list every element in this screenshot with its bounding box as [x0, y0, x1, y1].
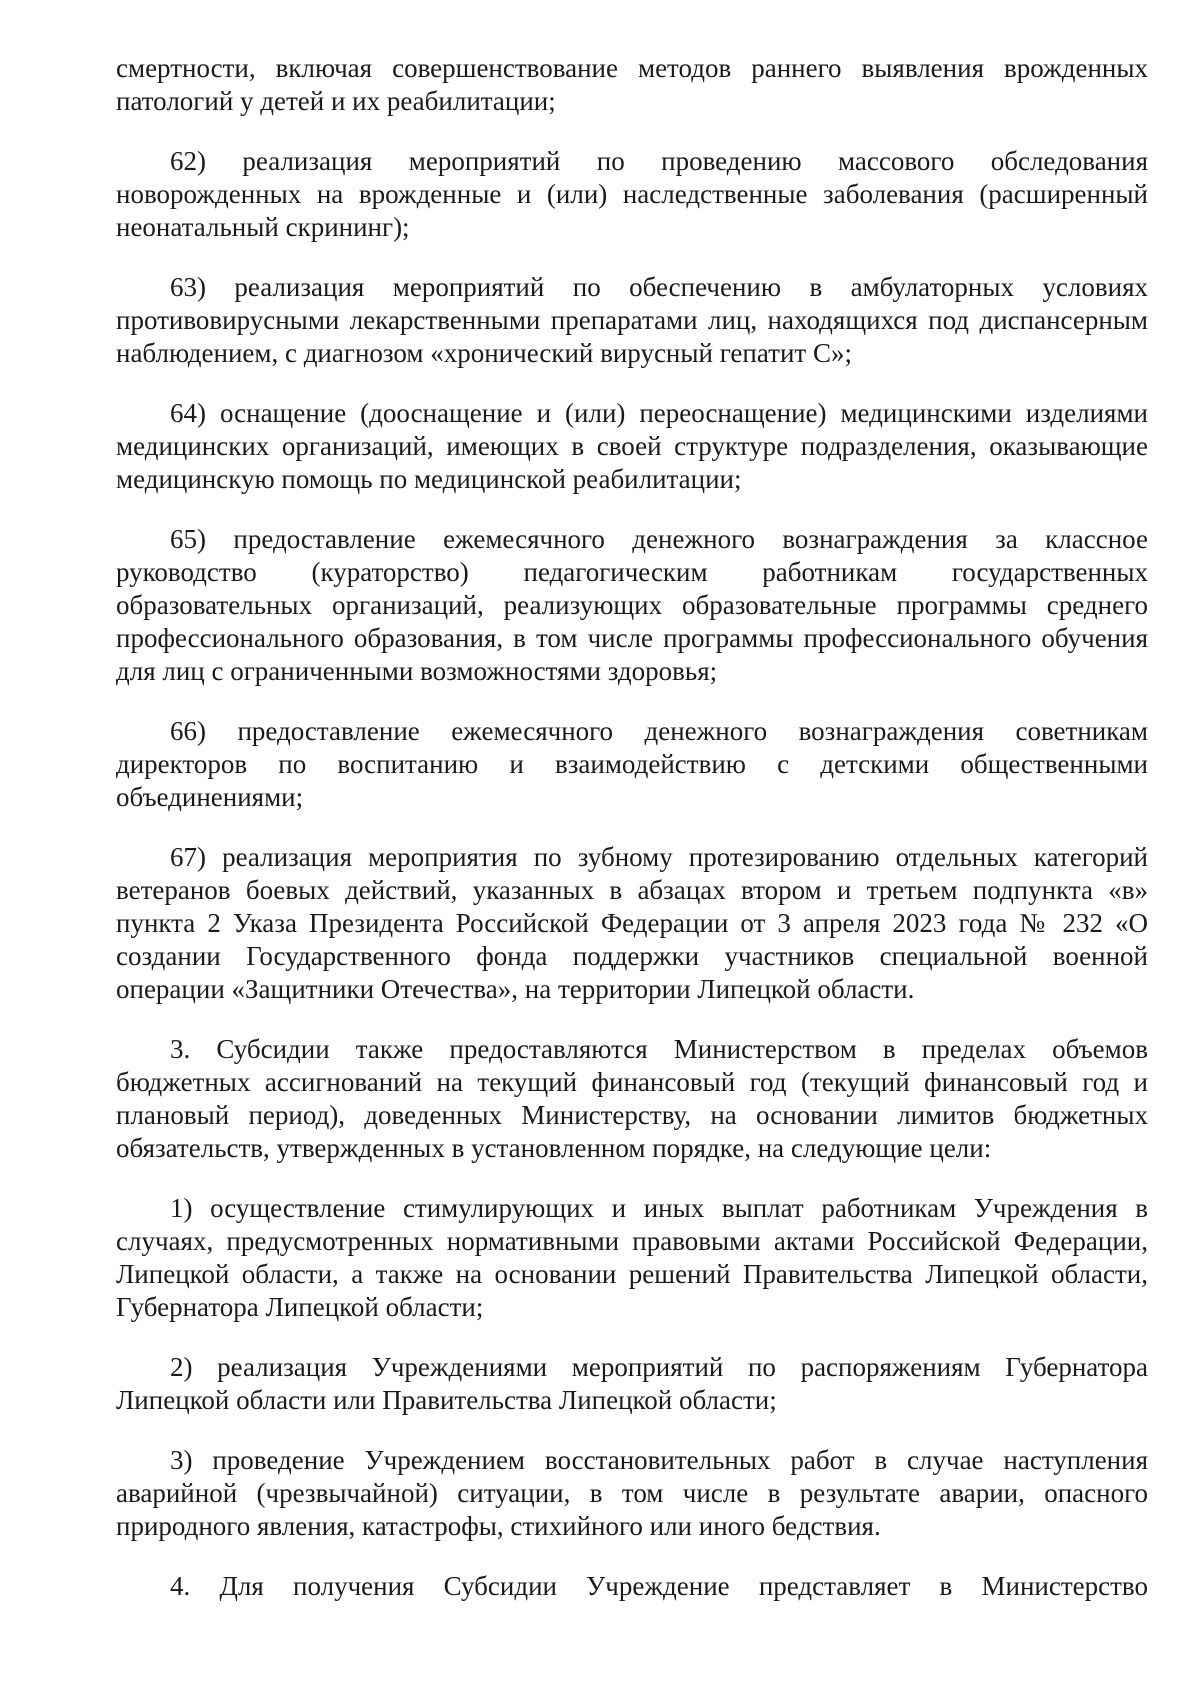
- paragraph-item-62: 62) реализация мероприятий по проведению массового обследования новорожденных на врожденные и (или) наследственные заболевания (расширенный неонатальный скрининг);: [116, 146, 1148, 242]
- paragraph-item-65: 65) предоставление ежемесячного денежного вознаграждения за классное руководство (кураторство) педагогическим работникам государственных образовательных организаций, реализующих образовательные программы среднего профессионального образования, в том числе программы профессионального обучения для лиц с ограниченными возможностями здоровья;: [116, 524, 1148, 686]
- paragraph-section-3-item-3: 3) проведение Учреждением восстановительных работ в случае наступления аварийной (чрезвычайной) ситуации, в том числе в результате аварии, опасного природного явления, катастрофы, стихийного или иного бедствия.: [116, 1445, 1148, 1541]
- paragraph-continuation-61: смертности, включая совершенствование методов раннего выявления врожденных патологий у детей и их реабилитации;: [116, 53, 1148, 116]
- paragraph-item-67: 67) реализация мероприятия по зубному протезированию отдельных категорий ветеранов боевых действий, указанных в абзацах втором и третьем подпункта «в» пункта 2 Указа Президента Российской Федерации от 3 апреля 2023 года № 232 «О создании Государственного фонда поддержки участников специальной военной операции «Защитники Отечества», на территории Липецкой области.: [116, 842, 1148, 1004]
- document-page: [116, 52, 1148, 1603]
- paragraph-item-63: 63) реализация мероприятий по обеспечению в амбулаторных условиях противовирусными лекарственными препаратами лиц, находящихся под диспансерным наблюдением, с диагнозом «хронический вирусный гепатит С»;: [116, 272, 1148, 368]
- paragraph-item-66: 66) предоставление ежемесячного денежного вознаграждения советникам директоров по воспитанию и взаимодействию с детскими общественными объединениями;: [116, 716, 1148, 812]
- paragraph-section-3: 3. Субсидии также предоставляются Министерством в пределах объемов бюджетных ассигнований на текущий финансовый год (текущий финансовый год и плановый период), доведенных Министерству, на основании лимитов бюджетных обязательств, утвержденных в установленном порядке, на следующие цели:: [116, 1034, 1148, 1163]
- paragraph-section-4: 4. Для получения Субсидии Учреждение представляет в Министерство: [170, 1571, 1148, 1601]
- paragraph-section-3-item-1: 1) осуществление стимулирующих и иных выплат работникам Учреждения в случаях, предусмотренных нормативными правовыми актами Российской Федерации, Липецкой области, а также на основании решений Правительства Липецкой области, Губернатора Липецкой области;: [116, 1193, 1148, 1322]
- paragraph-item-64: 64) оснащение (дооснащение и (или) переоснащение) медицинскими изделиями медицинских организаций, имеющих в своей структуре подразделения, оказывающие медицинскую помощь по медицинской реабилитации;: [116, 398, 1148, 494]
- paragraph-section-3-item-2: 2) реализация Учреждениями мероприятий по распоряжениям Губернатора Липецкой области или Правительства Липецкой области;: [116, 1352, 1148, 1415]
